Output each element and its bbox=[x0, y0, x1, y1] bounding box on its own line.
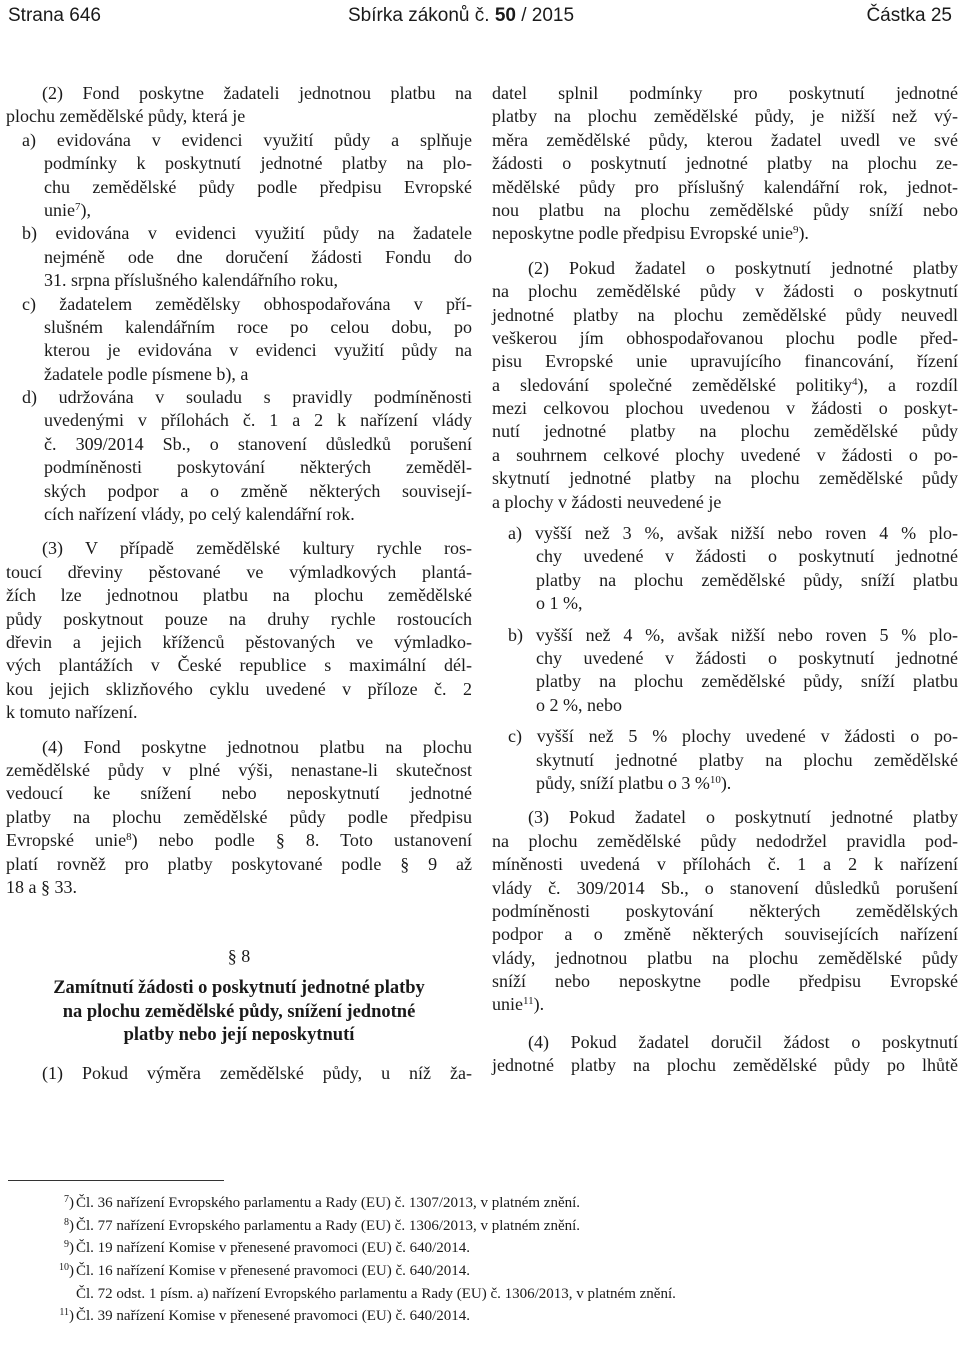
paragraph-3 bbox=[492, 806, 958, 1017]
text-line: žích lze jednotnou platbu na plochu zemědělské bbox=[6, 585, 472, 606]
list-c bbox=[492, 725, 958, 795]
footnote-mark: $^{10}$) bbox=[59, 1262, 74, 1280]
text-line bbox=[6, 199, 472, 222]
text-line: vedoucí ke snížení nebo neposkytnutí jednotné bbox=[6, 783, 472, 804]
footnote-ref: 11 bbox=[523, 995, 534, 1008]
footnote-number: 10 bbox=[59, 1262, 69, 1274]
text-line: o 2 %, nebo bbox=[536, 694, 622, 715]
text-span: unie bbox=[44, 199, 75, 220]
footnote bbox=[44, 1192, 944, 1215]
text-line: žadatele podle písmene b), a bbox=[44, 363, 249, 384]
text-line: na plochu zemědělské půdy nedodržel pravidla pod- bbox=[492, 830, 958, 851]
footnote-ref: 4 bbox=[852, 375, 858, 388]
text-line: veškerou jím obhospodařovanou plochu podle před- bbox=[492, 327, 958, 348]
footnote-ref: 7 bbox=[75, 200, 81, 213]
text-line: vlády, jednotnou platbu na plochu zemědělské půdy bbox=[492, 947, 958, 968]
text-line: nejméně ode dne doručení žádosti Fondu do bbox=[44, 246, 472, 267]
text-span: ). bbox=[798, 223, 809, 244]
title-line: Zamítnutí žádosti o poskytnutí jednotné platby bbox=[53, 978, 425, 999]
footnote-text: Čl. 39 nařízení Komise v přenesené pravomoci (EU) č. 640/2014. bbox=[76, 1308, 471, 1325]
footnote-text: Čl. 16 nařízení Komise v přenesené pravomoci (EU) č. 640/2014. bbox=[76, 1263, 471, 1280]
text-span: a sledování společné zemědělské politiky bbox=[492, 374, 852, 395]
text-line: chu zemědělské půdy podle předpisu Evropské bbox=[44, 176, 472, 197]
text-span: ), bbox=[80, 199, 91, 220]
text-line: podmínky k poskytnutí jednotné platby na plo- bbox=[44, 153, 472, 174]
footnote-number: 9 bbox=[64, 1239, 69, 1251]
text-line: datel splnil podmínky pro poskytnutí jednotné bbox=[492, 83, 958, 103]
text-line: vlády č. 309/2014 Sb., o stanovení důsledků porušení bbox=[492, 877, 958, 898]
footnote-text: Čl. 77 nařízení Evropského parlamentu a Rady (EU) č. 1306/2013, v platném znění. bbox=[76, 1217, 581, 1234]
text-line: slušném kalendářním roce po celou dobu, po bbox=[44, 316, 472, 337]
text-line: zemědělské půdy v plné výši, nenastane-li skutečnost bbox=[6, 759, 472, 780]
footnote-number: 7 bbox=[64, 1194, 69, 1205]
footnote-mark: $^9$) bbox=[64, 1239, 74, 1257]
text-line: platí rovněž pro platby poskytované podle § 9 až bbox=[6, 853, 472, 874]
paragraph-2 bbox=[492, 257, 958, 514]
text-line bbox=[492, 993, 958, 1016]
collection-year: / 2015 bbox=[515, 5, 575, 26]
footnote bbox=[44, 1283, 944, 1306]
footnote bbox=[44, 1260, 944, 1283]
text-line: míněnosti uvedená v přílohách č. 1 a 2 k nařízení bbox=[492, 854, 958, 875]
text-line: na plochu zemědělské půdy v žádosti o poskytnutí bbox=[492, 281, 958, 302]
text-span: Evropské unie bbox=[6, 830, 127, 851]
text-line: půdy poskytnout pouze na druhy rychle rostoucích bbox=[6, 608, 472, 629]
text-line: k tomuto nařízení. bbox=[6, 702, 138, 723]
text-line: (3) V případě zemědělské kultury rychle ros- bbox=[42, 538, 472, 559]
text-line bbox=[6, 829, 472, 852]
text-span: unie bbox=[492, 994, 523, 1015]
text-line: dřevin a jejich kříženců pěstovaných ve výmladko- bbox=[6, 631, 472, 652]
list-item-b: b) vyšší než 4 %, avšak nižší nebo roven 5 % plo- bbox=[508, 624, 958, 645]
paragraph-4 bbox=[6, 736, 472, 900]
list-a bbox=[492, 522, 958, 616]
list-item-a: a) vyšší než 3 %, avšak nižší nebo roven 4 % plo- bbox=[508, 523, 958, 544]
text-line: podmíněnosti poskytování některých zemědělských bbox=[492, 900, 958, 921]
text-span: ). bbox=[533, 994, 545, 1015]
text-line: cích nařízení vlády, po celý kalendářní rok. bbox=[44, 504, 355, 525]
footnote-text: Čl. 36 nařízení Evropského parlamentu a Rady (EU) č. 1307/2013, v platném znění. bbox=[76, 1195, 581, 1211]
text-line: platby na plochu zemědělské půdy, je nižší než vý- bbox=[492, 106, 958, 127]
list-item-d: d) udržována v souladu s pravidly podmíněnosti bbox=[22, 387, 472, 408]
footnotes bbox=[44, 1192, 944, 1328]
list-item-c: c) vyšší než 5 % plochy uvedené v žádosti o po- bbox=[508, 726, 958, 747]
paragraph-1-continued bbox=[492, 82, 958, 246]
page-header bbox=[0, 0, 960, 34]
footnote-mark: $^{11}$) bbox=[59, 1307, 74, 1325]
text-line: platby na plochu zemědělské půdy, sníží platbu bbox=[536, 569, 958, 590]
text-line: č. 309/2014 Sb., o stanovení důsledků porušení bbox=[44, 433, 472, 454]
text-line: jednotné platby na plochu zemědělské půdy neuvedl bbox=[492, 304, 958, 325]
list-item-a: a) evidována v evidenci využití půdy a splňuje bbox=[22, 129, 472, 150]
text-line: skytnutí jednotné platby na plochu zemědělské bbox=[536, 749, 958, 770]
text-line: sníží nebo neposkytne podle předpisu Evropské bbox=[492, 971, 958, 992]
text-line bbox=[492, 772, 958, 795]
list-item-c: c) žadatelem zemědělsky obhospodařována v pří- bbox=[22, 293, 472, 314]
text-line: a souhrnem celkové plochy uvedené v žádosti o po- bbox=[492, 444, 958, 465]
paragraph-2 bbox=[6, 82, 472, 526]
footnote-ref: 9 bbox=[792, 224, 799, 237]
list-b bbox=[492, 624, 958, 718]
paragraph-3 bbox=[6, 537, 472, 724]
text-span: půdy, sníží platbu o 3 % bbox=[536, 772, 710, 793]
text-line: (2) Pokud žadatel o poskytnutí jednotné platby bbox=[528, 257, 958, 278]
footnote bbox=[44, 1305, 944, 1328]
text-span: ). bbox=[720, 772, 732, 793]
text-line: (4) Fond poskytne jednotnou platbu na plochu bbox=[42, 736, 472, 757]
text-line: (4) Pokud žadatel doručil žádost o poskytnutí bbox=[528, 1031, 958, 1052]
text-line: ských podpor a o změně některých souvisejí- bbox=[44, 480, 472, 501]
text-line: žádosti o poskytnutí jednotné platby na plochu ze- bbox=[492, 153, 958, 174]
text-line: 31. srpna příslušného kalendářního roku, bbox=[44, 270, 338, 291]
text-line: chy uvedené v žádosti o poskytnutí jednotné bbox=[536, 546, 958, 567]
footnote-text: Čl. 72 odst. 1 písm. a) nařízení Evropského parlamentu a Rady (EU) č. 1306/2013, v platném znění. bbox=[76, 1285, 676, 1302]
text-line: chy uvedené v žádosti o poskytnutí jednotné bbox=[536, 647, 958, 668]
footnote-separator bbox=[8, 1180, 224, 1181]
text-line: toucí dřeviny pěstované ve výmladkových plantá- bbox=[6, 561, 472, 582]
collection-prefix: Sbírka zákonů č. bbox=[348, 5, 490, 26]
text-line: kou jejich sklizňového cyklu uvedené v příloze č. 2 bbox=[6, 678, 472, 699]
footnote-number: 11 bbox=[59, 1307, 69, 1319]
section-title bbox=[6, 977, 472, 1047]
text-line: (2) Fond poskytne žadateli jednotnou platbu na bbox=[42, 83, 472, 103]
text-line: platby na plochu zemědělské půdy podle předpisu bbox=[6, 806, 472, 827]
collection-title bbox=[348, 5, 574, 27]
text-line: nutí jednotné platby na plochu zemědělské půdy bbox=[492, 421, 958, 442]
text-line: pisu Evropské unie upravujícího financování, řízení bbox=[492, 351, 958, 372]
list-item-b: b) evidována v evidenci využití půdy na žadatele bbox=[22, 223, 472, 244]
text-line: nou platbu na plochu zemědělské půdy sníží nebo bbox=[492, 199, 958, 220]
text-span: ), a rozdíl bbox=[857, 374, 959, 395]
text-line: mezi celkovou plochou uvedenou v žádosti o poskyt- bbox=[492, 398, 958, 419]
text-line: (3) Pokud žadatel o poskytnutí jednotné platby bbox=[528, 807, 958, 828]
footnote-ref: 8 bbox=[126, 831, 132, 844]
text-line: podpor a o změně některých souvisejících nařízení bbox=[492, 924, 958, 945]
text-line: kterou je evidována v evidenci využití půdy na bbox=[44, 340, 472, 361]
right-column bbox=[492, 82, 958, 1078]
text-line: platby na plochu zemědělské půdy, sníží platbu bbox=[536, 671, 958, 692]
issue-part: Částka 25 bbox=[866, 5, 952, 26]
footnote-mark: $^8$) bbox=[64, 1216, 74, 1234]
footnote bbox=[44, 1237, 944, 1260]
text-line: skytnutí jednotné platby na plochu zemědělské půdy bbox=[492, 468, 958, 489]
text-span: neposkytne podle předpisu Evropské unie bbox=[492, 223, 793, 244]
text-line: jednotné platby na plochu zemědělské půdy po lhůtě bbox=[492, 1055, 958, 1076]
page-number: Strana 646 bbox=[8, 5, 101, 26]
text-line: vých plantážích v České republice s maximální dél- bbox=[6, 655, 472, 676]
text-line: měra zemědělské půdy, kterou žadatel uvedl ve své bbox=[492, 129, 958, 150]
text-line bbox=[492, 222, 958, 245]
footnote-mark: $^7$) bbox=[64, 1194, 74, 1211]
text-line bbox=[492, 374, 958, 397]
text-line: plochu zemědělské půdy, která je bbox=[6, 106, 246, 127]
section-1-start: (1) Pokud výměra zemědělské půdy, u níž ža- bbox=[42, 1063, 472, 1084]
title-line: na plochu zemědělské půdy, snížení jednotné bbox=[62, 1001, 416, 1022]
text-line: mědělské půdy pro příslušný kalendářní rok, jednot- bbox=[492, 176, 958, 197]
paragraph-4 bbox=[492, 1031, 958, 1078]
footnote-number: 8 bbox=[64, 1216, 69, 1228]
footnote-text: Čl. 19 nařízení Komise v přenesené pravomoci (EU) č. 640/2014. bbox=[76, 1240, 471, 1257]
text-line: o 1 %, bbox=[536, 593, 583, 614]
title-line: platby nebo její neposkytnutí bbox=[123, 1025, 355, 1046]
footnote bbox=[44, 1215, 944, 1238]
text-line: a plochy v žádosti neuvedené je bbox=[492, 491, 722, 512]
text-line: podmíněnosti poskytování některých zeměděl- bbox=[44, 457, 472, 478]
text-line: uvedenými v přílohách č. 1 a 2 k nařízení vlády bbox=[44, 410, 472, 431]
left-column bbox=[6, 82, 472, 1086]
collection-number: 50 bbox=[494, 5, 516, 26]
text-span: ) nebo podle § 8. Toto ustanovení bbox=[131, 830, 473, 851]
text-line: 18 a § 33. bbox=[6, 876, 77, 897]
footnote-ref: 10 bbox=[709, 773, 721, 786]
section-number: § 8 bbox=[227, 946, 251, 967]
